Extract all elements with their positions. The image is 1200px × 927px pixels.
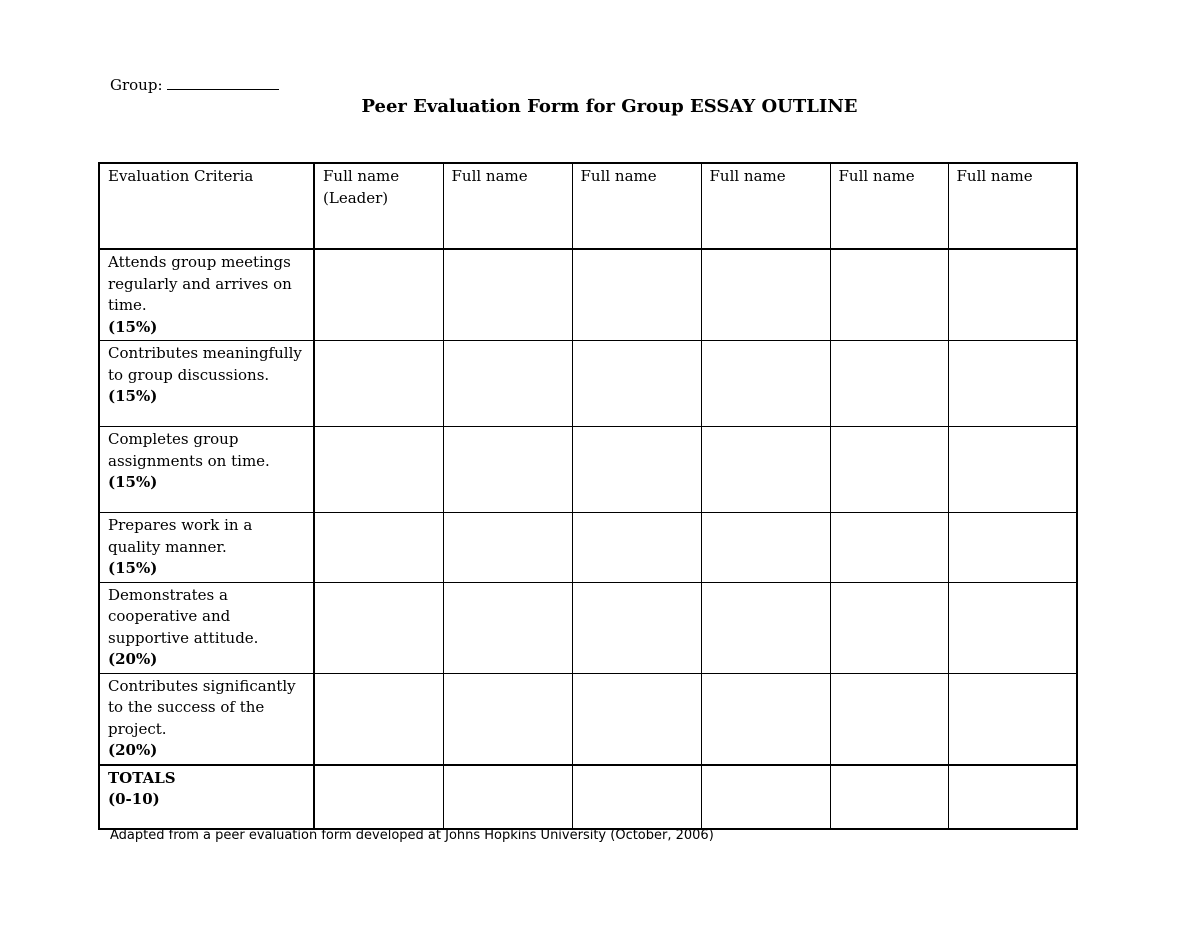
- page-title: Peer Evaluation Form for Group ESSAY OUTLINE: [361, 96, 858, 117]
- header-cell-member-4: [701, 163, 830, 249]
- score-cell[interactable]: [572, 513, 701, 583]
- header-cell-member-5: [830, 163, 948, 249]
- score-cell[interactable]: [443, 427, 572, 513]
- criteria-cell: [99, 673, 314, 765]
- total-score-cell[interactable]: [948, 765, 1077, 829]
- header-cell-member-1: [314, 163, 443, 249]
- criteria-text: Prepares work in a: [108, 516, 253, 534]
- score-cell[interactable]: [701, 249, 830, 341]
- table-row: [99, 582, 1077, 673]
- group-blank-line[interactable]: [167, 76, 279, 90]
- table-row: [99, 673, 1077, 765]
- criteria-cell: [99, 582, 314, 673]
- criteria-text: to the success of the: [108, 698, 265, 716]
- score-cell[interactable]: [314, 582, 443, 673]
- criteria-weight: (15%): [108, 473, 158, 491]
- score-cell[interactable]: [948, 341, 1077, 427]
- criteria-text: regularly and arrives on: [108, 274, 292, 293]
- score-cell[interactable]: [314, 341, 443, 427]
- score-cell[interactable]: [572, 673, 701, 765]
- score-cell[interactable]: [443, 582, 572, 673]
- score-cell[interactable]: [948, 249, 1077, 341]
- criteria-text: Completes group: [108, 430, 239, 448]
- header-cell-criteria: [99, 163, 314, 249]
- criteria-weight: (15%): [108, 317, 158, 336]
- criteria-cell: [99, 513, 314, 583]
- criteria-text: time.: [108, 296, 147, 314]
- score-cell[interactable]: [948, 582, 1077, 673]
- score-cell[interactable]: [830, 673, 948, 765]
- total-score-cell[interactable]: [443, 765, 572, 829]
- criteria-text: Demonstrates a: [108, 585, 228, 604]
- criteria-text: quality manner.: [108, 537, 227, 556]
- score-cell[interactable]: [572, 427, 701, 513]
- score-cell[interactable]: [314, 427, 443, 513]
- peer-evaluation-table: [98, 162, 1078, 830]
- header-cell-member-6: [948, 163, 1077, 249]
- criteria-text: assignments on time.: [108, 451, 270, 470]
- score-cell[interactable]: [701, 341, 830, 427]
- total-score-cell[interactable]: [830, 765, 948, 829]
- score-cell[interactable]: [701, 427, 830, 513]
- criteria-weight: (20%): [108, 650, 158, 668]
- criteria-cell: [99, 427, 314, 513]
- score-cell[interactable]: [830, 582, 948, 673]
- score-cell[interactable]: [572, 249, 701, 341]
- header-label: Full name: [580, 167, 657, 185]
- criteria-weight: (15%): [108, 559, 158, 577]
- group-field: [110, 76, 279, 94]
- criteria-text: Contributes significantly: [108, 676, 296, 695]
- header-label: Full name: [709, 167, 786, 185]
- total-score-cell[interactable]: [572, 765, 701, 829]
- criteria-cell: [99, 341, 314, 427]
- score-cell[interactable]: [830, 427, 948, 513]
- criteria-text: to group discussions.: [108, 365, 270, 384]
- header-cell-member-2: [443, 163, 572, 249]
- criteria-text: Attends group meetings: [108, 253, 291, 271]
- table-header-row: [99, 163, 1077, 249]
- score-cell[interactable]: [830, 249, 948, 341]
- totals-range: (0-10): [108, 790, 160, 808]
- score-cell[interactable]: [443, 513, 572, 583]
- totals-cell: [99, 765, 314, 829]
- header-label: Evaluation Criteria: [108, 167, 254, 185]
- score-cell[interactable]: [948, 427, 1077, 513]
- header-label: Full name: [838, 167, 915, 185]
- criteria-weight: (15%): [108, 387, 158, 405]
- score-cell[interactable]: [572, 341, 701, 427]
- score-cell[interactable]: [443, 341, 572, 427]
- table-row: [99, 513, 1077, 583]
- score-cell[interactable]: [314, 249, 443, 341]
- score-cell[interactable]: [572, 582, 701, 673]
- score-cell[interactable]: [701, 673, 830, 765]
- criteria-cell: [99, 249, 314, 341]
- score-cell[interactable]: [314, 673, 443, 765]
- score-cell[interactable]: [830, 341, 948, 427]
- score-cell[interactable]: [830, 513, 948, 583]
- header-cell-member-3: [572, 163, 701, 249]
- group-label: Group:: [110, 76, 163, 94]
- score-cell[interactable]: [443, 249, 572, 341]
- criteria-text: Contributes meaningfully: [108, 344, 302, 362]
- totals-label: TOTALS: [108, 768, 176, 787]
- table-row: [99, 249, 1077, 341]
- header-sublabel: (Leader): [323, 188, 389, 207]
- header-label: Full name: [323, 167, 400, 185]
- criteria-weight: (20%): [108, 741, 158, 759]
- total-score-cell[interactable]: [701, 765, 830, 829]
- score-cell[interactable]: [443, 673, 572, 765]
- header-label: Full name: [956, 167, 1033, 185]
- score-cell[interactable]: [701, 513, 830, 583]
- score-cell[interactable]: [701, 582, 830, 673]
- table-row: [99, 427, 1077, 513]
- criteria-text: cooperative and: [108, 607, 231, 625]
- table-row: [99, 341, 1077, 427]
- score-cell[interactable]: [314, 513, 443, 583]
- criteria-text: project.: [108, 719, 167, 738]
- header-label: Full name: [451, 167, 528, 185]
- criteria-text: supportive attitude.: [108, 628, 259, 647]
- totals-row: [99, 765, 1077, 829]
- score-cell[interactable]: [948, 513, 1077, 583]
- score-cell[interactable]: [948, 673, 1077, 765]
- total-score-cell[interactable]: [314, 765, 443, 829]
- source-note: Adapted from a peer evaluation form developed at Johns Hopkins University (October, 2006): [110, 828, 714, 843]
